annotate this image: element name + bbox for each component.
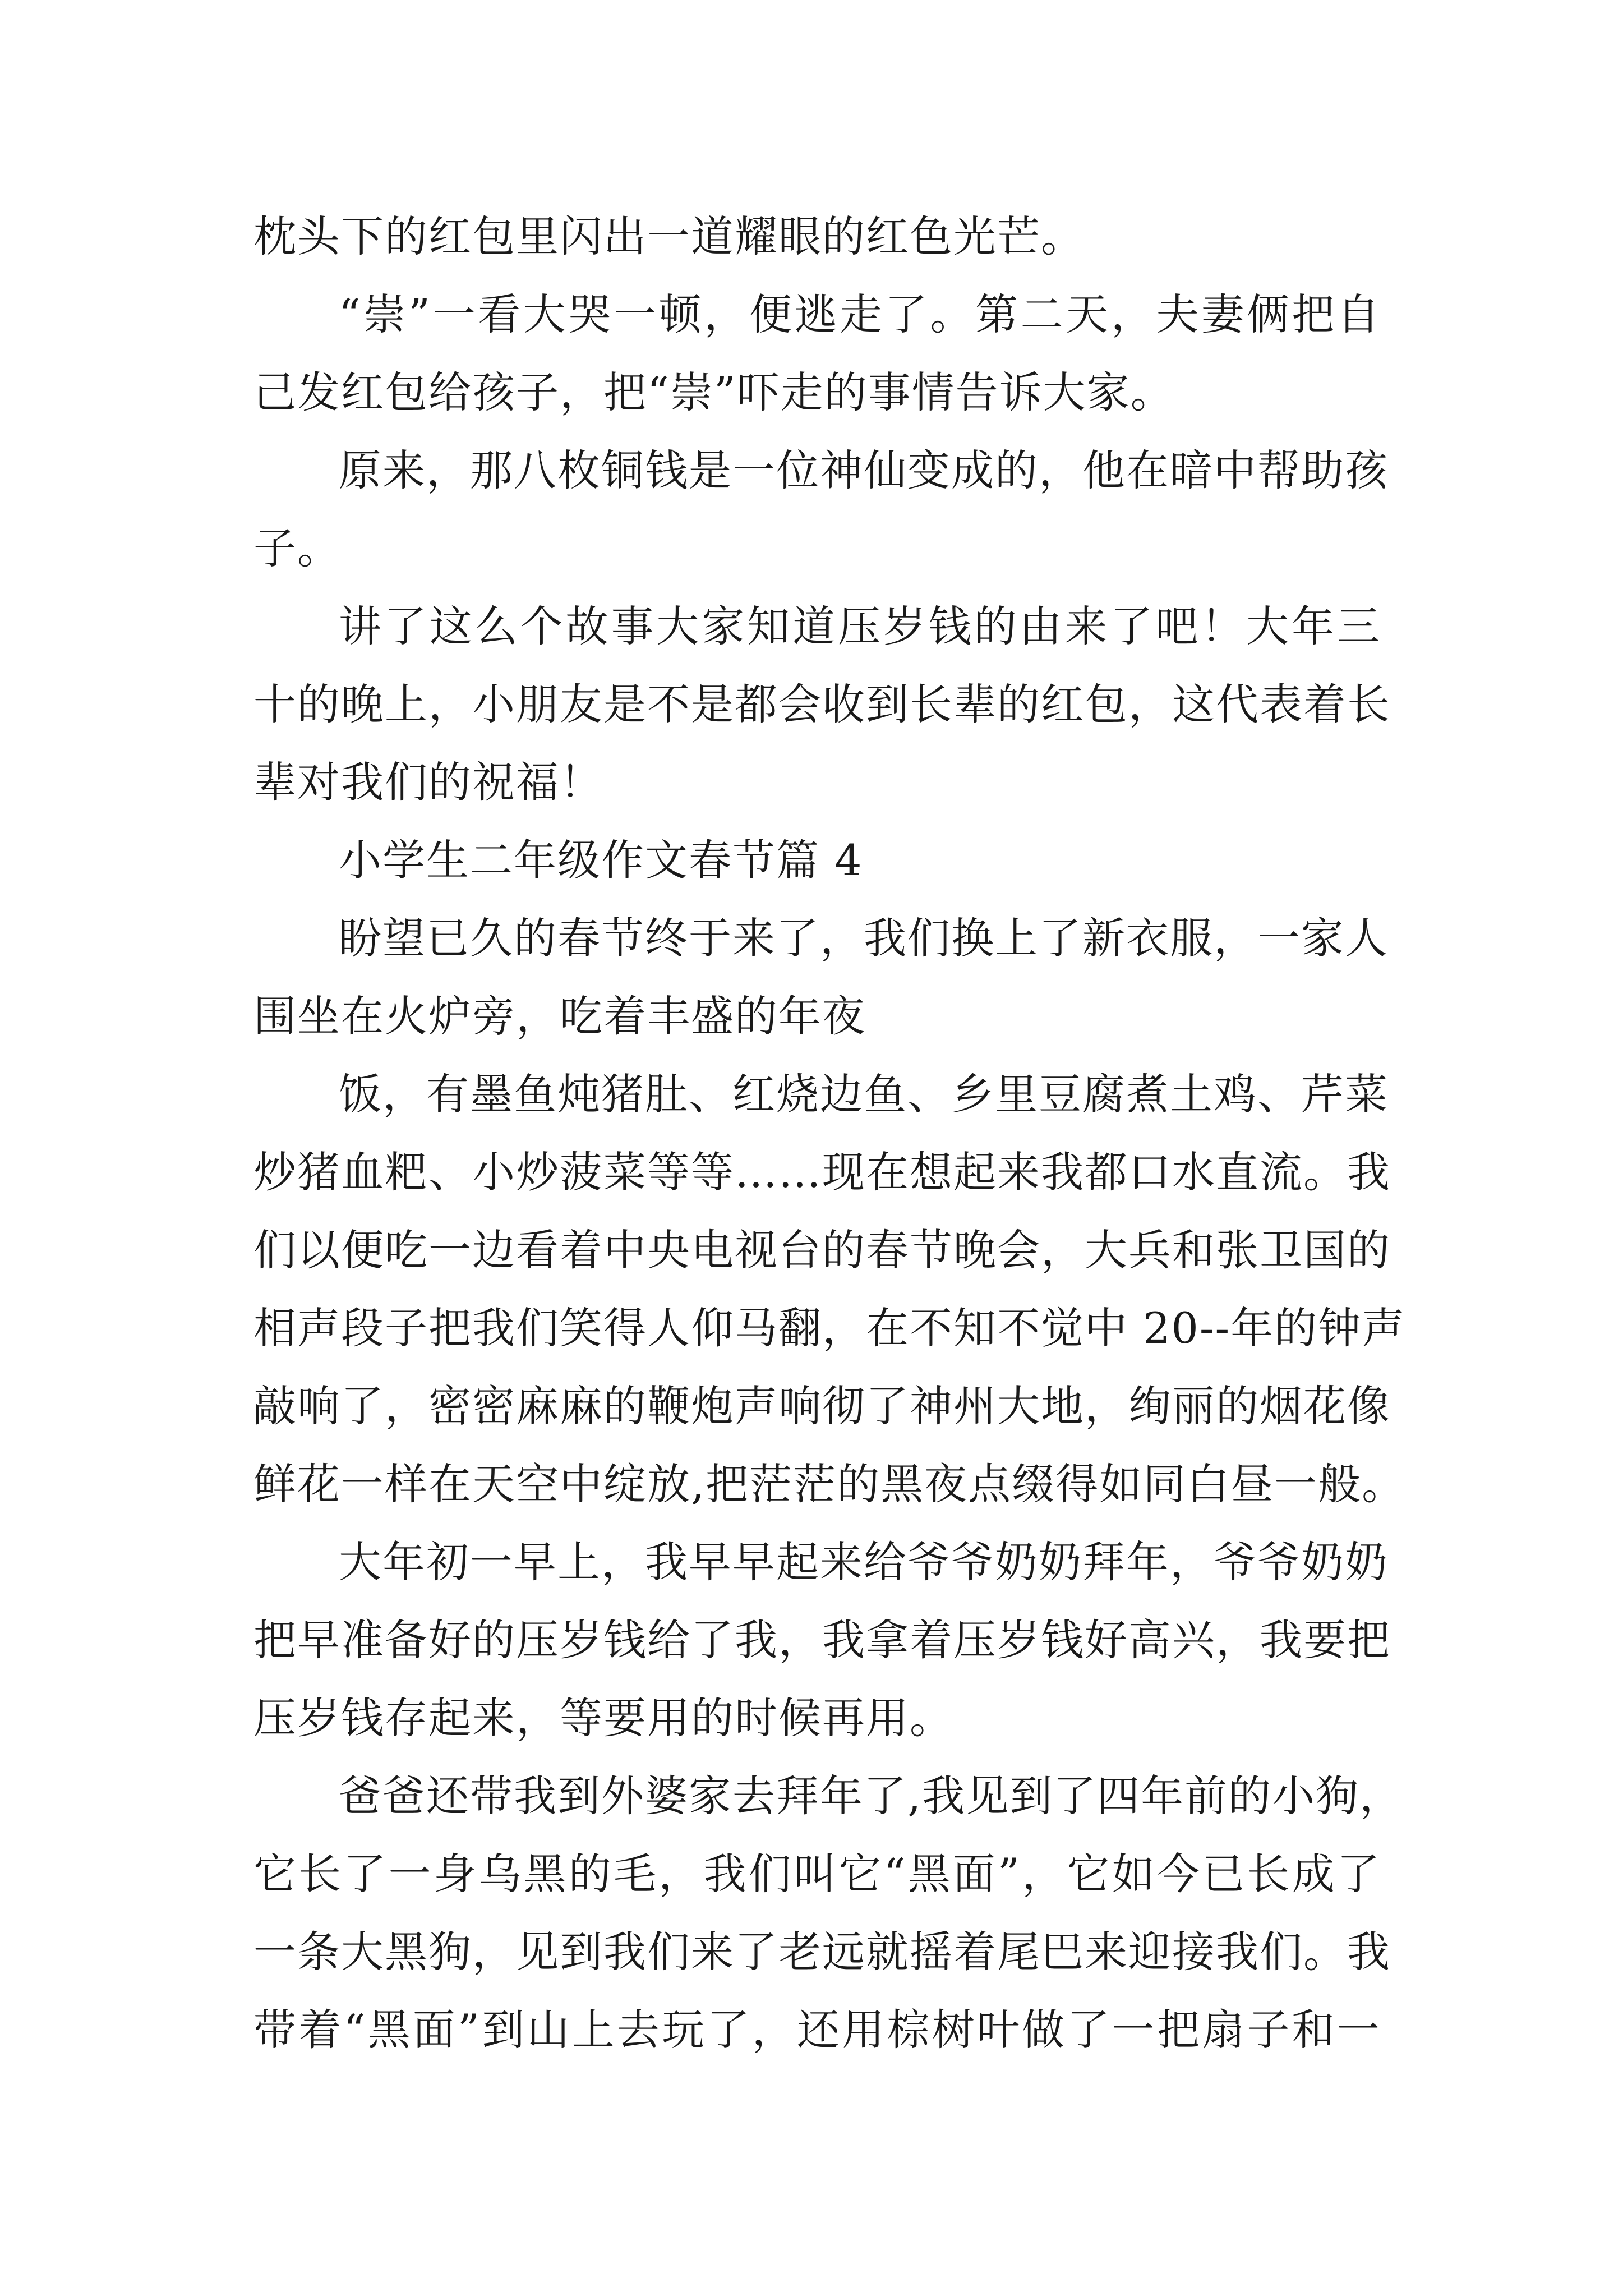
text-line: 把早准备好的压岁钱给了我，我拿着压岁钱好高兴，我要把: [253, 1615, 1391, 1665]
paragraph-2: [253, 275, 1381, 431]
text-line: 围坐在火炉旁，吃着丰盛的年夜: [253, 991, 866, 1041]
text-line: 们以便吃一边看着中央电视台的春节晚会，大兵和张卫国的: [253, 1225, 1391, 1275]
text-line: 敲响了，密密麻麻的鞭炮声响彻了神州大地，绚丽的烟花像: [253, 1381, 1391, 1431]
paragraph-3: [253, 431, 1389, 587]
text-line: 饭，有墨鱼炖猪肚、红烧边鱼、乡里豆腐煮土鸡、芹菜: [339, 1069, 1389, 1119]
text-line: 带着“黑面”到山上去玩了，还用棕树叶做了一把扇子和一: [253, 2005, 1381, 2055]
text-line: 一条大黑狗，见到我们来了老远就摇着尾巴来迎接我们。我: [253, 1927, 1391, 1977]
paragraph-8: [253, 1523, 1391, 1757]
text-line: 它长了一身乌黑的毛，我们叫它“黑面”，它如今已长成了: [253, 1849, 1381, 1899]
text-line: 大年初一早上，我早早起来给爷爷奶奶拜年，爷爷奶奶: [339, 1537, 1389, 1587]
paragraph-6: [253, 899, 1389, 1055]
text-line: 辈对我们的祝福！: [253, 757, 603, 807]
paragraph-9: [253, 1757, 1404, 2069]
text-line: 盼望已久的春节终于来了，我们换上了新衣服，一家人: [339, 913, 1389, 963]
text-line: 枕头下的红包里闪出一道耀眼的红色光芒。: [253, 211, 1085, 261]
text-line: 炒猪血粑、小炒菠菜等等……现在想起来我都口水直流。我: [253, 1147, 1391, 1197]
paragraph-1: [253, 197, 1381, 275]
paragraph-7: [253, 1055, 1406, 1523]
text-line: 子。: [253, 523, 341, 573]
text-line: 讲了这么个故事大家知道压岁钱的由来了吧！大年三: [339, 601, 1381, 651]
text-line: 压岁钱存起来，等要用的时候再用。: [253, 1693, 953, 1743]
text-line: 小学生二年级作文春节篇 4: [339, 835, 863, 885]
text-line: 十的晚上，小朋友是不是都会收到长辈的红包，这代表着长: [253, 679, 1391, 729]
text-line: 己发红包给孩子，把“崇”吓走的事情告诉大家。: [253, 367, 1174, 417]
document-body: [253, 197, 1406, 2069]
text-line: 鲜花一样在天空中绽放,把茫茫的黑夜点缀得如同白昼一般。: [253, 1459, 1406, 1509]
text-line: 原来，那八枚铜钱是一位神仙变成的，他在暗中帮助孩: [339, 445, 1389, 495]
section-heading: [253, 821, 1381, 899]
paragraph-4: [253, 587, 1391, 821]
text-line: 相声段子把我们笑得人仰马翻，在不知不觉中 20--年的钟声: [253, 1303, 1406, 1353]
text-line: “崇”一看大哭一顿，便逃走了。第二天，夫妻俩把自: [339, 289, 1381, 339]
text-line: 爸爸还带我到外婆家去拜年了,我见到了四年前的小狗，: [339, 1771, 1404, 1821]
